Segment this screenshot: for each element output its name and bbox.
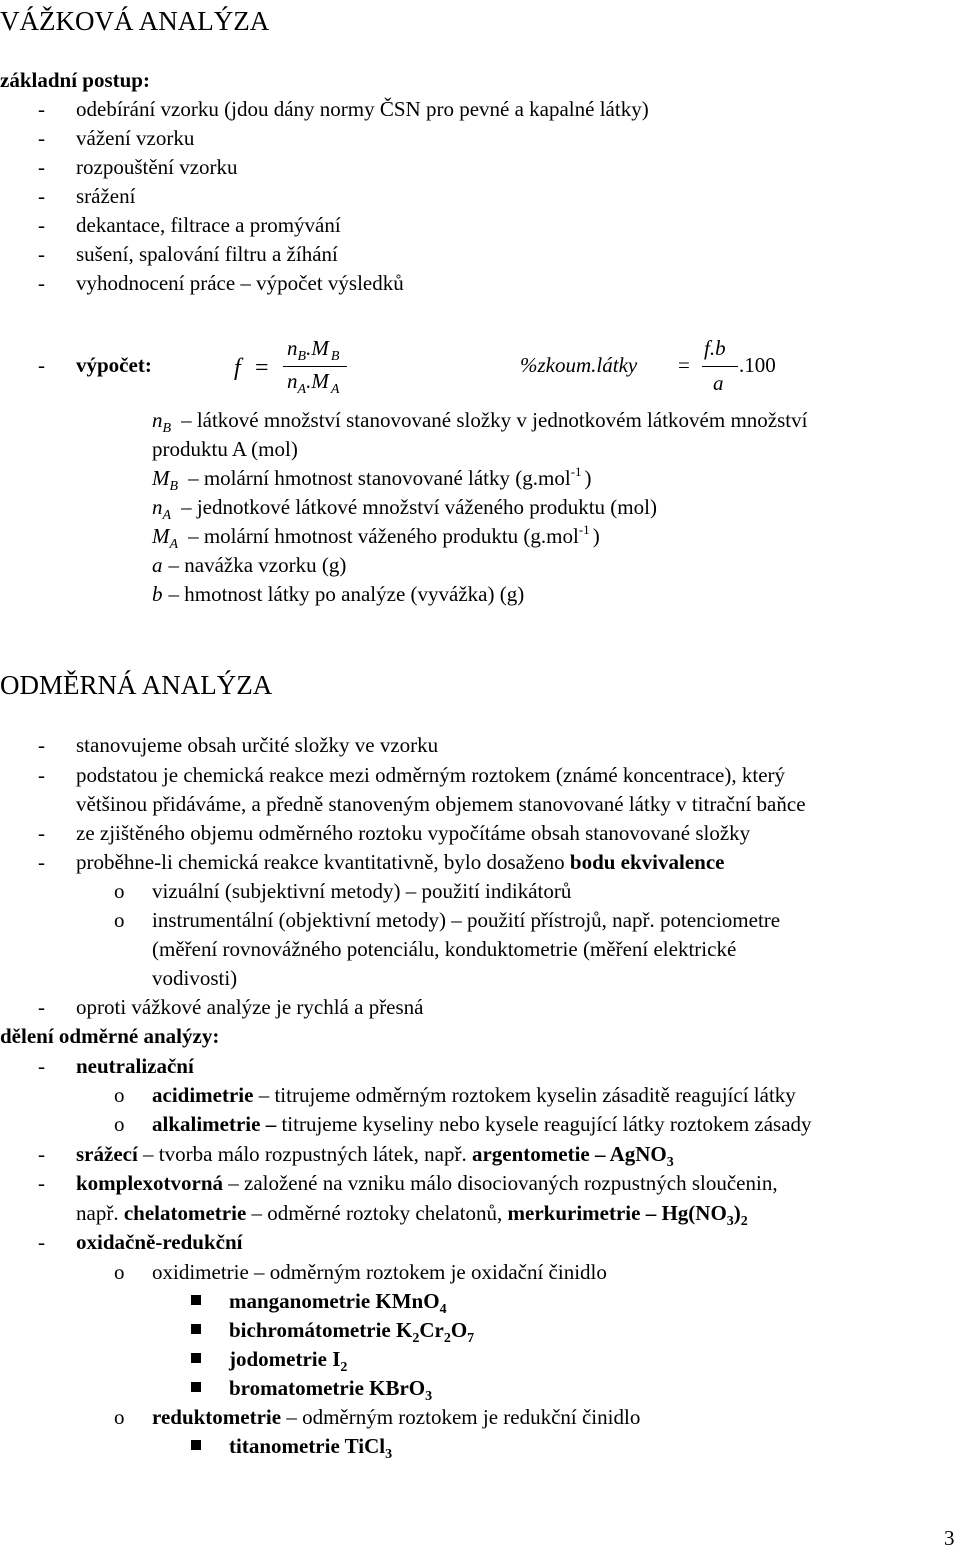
square-bullet-icon bbox=[191, 1353, 201, 1363]
dash-bullet: - bbox=[38, 850, 45, 874]
denominator-nA: $n_A.M$ $_A$ bbox=[287, 369, 340, 397]
formula-equals-2: = bbox=[678, 353, 690, 377]
legend-nA: $n_A$ – jednotkové látkové množství váženého produktu (mol) bbox=[152, 495, 657, 523]
list-item: sušení, spalování filtru a žíhání bbox=[76, 242, 338, 266]
o-bullet: o bbox=[114, 879, 125, 903]
square-bullet-icon bbox=[191, 1324, 201, 1334]
category-complex-cont: např. chelatometrie – odměrné roztoky chelatonů, merkurimetrie – $Hg(NO_3)_2$ bbox=[76, 1201, 748, 1229]
list-item: vážení vzorku bbox=[76, 126, 195, 150]
dash-bullet: - bbox=[38, 155, 45, 179]
method-titanometry: titanometrie TiCl$_3$ bbox=[229, 1434, 393, 1462]
list-subitem: vizuální (subjektivní metody) – použití indikátorů bbox=[152, 879, 572, 903]
dash-bullet: - bbox=[38, 1230, 45, 1254]
method-bromatometry: bromatometrie KBrO$_3$ bbox=[229, 1376, 433, 1404]
dash-bullet: - bbox=[38, 1171, 45, 1195]
formula-f: f bbox=[234, 355, 241, 381]
method-acidimetry: acidimetrie – titrujeme odměrným roztokem kyselin zásaditě reagující látky bbox=[152, 1083, 796, 1107]
dash-bullet: - bbox=[38, 213, 45, 237]
fraction-line bbox=[702, 366, 738, 367]
o-bullet: o bbox=[114, 1405, 125, 1429]
basic-procedure-heading: základní postup: bbox=[0, 68, 150, 92]
method-alkalimetry: alkalimetrie – titrujeme kyseliny nebo kysele reagující látky roztokem zásady bbox=[152, 1112, 812, 1136]
dash-bullet: - bbox=[38, 1054, 45, 1078]
list-item-cont: většinou přidáváme, a předně stanoveným objemem stanovované látky v titrační baňce bbox=[76, 792, 806, 816]
list-item: vyhodnocení práce – výpočet výsledků bbox=[76, 271, 404, 295]
list-item: podstatou je chemická reakce mezi odměrným roztokem (známé koncentrace), který bbox=[76, 763, 786, 787]
dash-bullet: - bbox=[38, 242, 45, 266]
numerator-nB: $n_B.M$ $_B$ bbox=[287, 336, 340, 364]
section-title: ODMĚRNÁ ANALÝZA bbox=[0, 670, 273, 700]
legend-b: b – hmotnost látky po analýze (vyvážka) (g) bbox=[152, 582, 525, 606]
category-complex: komplexotvorná – založené na vzniku málo disociovaných rozpustných sloučenin, bbox=[76, 1171, 778, 1195]
square-bullet-icon bbox=[191, 1382, 201, 1392]
list-item: srážení bbox=[76, 184, 136, 208]
denominator-a: a bbox=[713, 371, 724, 395]
dash-bullet: - bbox=[38, 1142, 45, 1166]
legend-a: a – navážka vzorku (g) bbox=[152, 553, 347, 577]
legend-MB: $M_B$ – molární hmotnost stanovované látky (g.mol$^{-1}$ ) bbox=[152, 464, 592, 494]
method-reductometry: reduktometrie – odměrným roztokem je redukční činidlo bbox=[152, 1405, 641, 1429]
category-neutral: neutralizační bbox=[76, 1054, 194, 1078]
dash-bullet: - bbox=[38, 126, 45, 150]
list-item: odebírání vzorku (jdou dány normy ČSN pro pevné a kapalné látky) bbox=[76, 97, 649, 121]
square-bullet-icon bbox=[191, 1440, 201, 1450]
percent-label: %zkoum.látky bbox=[520, 353, 638, 377]
o-bullet: o bbox=[114, 908, 125, 932]
dash-bullet: - bbox=[38, 97, 45, 121]
list-item: ze zjištěného objemu odměrného roztoku vypočítáme obsah stanovované složky bbox=[76, 821, 751, 845]
dash-bullet: - bbox=[38, 821, 45, 845]
list-subitem-cont: (měření rovnovážného potenciálu, konduktometrie (měření elektrické bbox=[152, 937, 737, 961]
list-item: dekantace, filtrace a promývání bbox=[76, 213, 341, 237]
o-bullet: o bbox=[114, 1112, 125, 1136]
list-item: oproti vážkové analýze je rychlá a přesná bbox=[76, 995, 424, 1019]
list-item: stanovujeme obsah určité složky ve vzorku bbox=[76, 733, 439, 757]
dash-bullet: - bbox=[38, 353, 45, 377]
division-heading: dělení odměrné analýzy: bbox=[0, 1024, 220, 1048]
method-manganometry: manganometrie KMnO$_4$ bbox=[229, 1289, 447, 1317]
category-precipitation: srážecí – tvorba málo rozpustných látek, např. argentometie – AgNO$_3$ bbox=[76, 1142, 674, 1170]
dash-bullet: - bbox=[38, 271, 45, 295]
dash-bullet: - bbox=[38, 184, 45, 208]
numerator-fb: f.b bbox=[704, 336, 726, 360]
page-number: 3 bbox=[944, 1526, 955, 1550]
method-iodometry: jodometrie $I_2$ bbox=[229, 1347, 348, 1375]
method-oxidimetry: oxidimetrie – odměrným roztokem je oxidační činidlo bbox=[152, 1260, 607, 1284]
page-title: VÁŽKOVÁ ANALÝZA bbox=[0, 6, 270, 36]
list-item: rozpouštění vzorku bbox=[76, 155, 238, 179]
list-subitem-cont: vodivosti) bbox=[152, 966, 238, 990]
category-redox: oxidačně-redukční bbox=[76, 1230, 243, 1254]
fraction-line bbox=[283, 366, 347, 367]
legend-nB-cont: produktu A (mol) bbox=[152, 437, 298, 461]
times-100: .100 bbox=[739, 353, 776, 377]
list-subitem: instrumentální (objektivní metody) – použití přístrojů, např. potenciometre bbox=[152, 908, 781, 932]
o-bullet: o bbox=[114, 1260, 125, 1284]
formula-equals: = bbox=[255, 355, 269, 381]
method-bichromatometry: bichromátometrie $K_2Cr_2O_7$ bbox=[229, 1318, 475, 1346]
square-bullet-icon bbox=[191, 1295, 201, 1305]
legend-MA: $M_A$ – molární hmotnost váženého produktu (g.mol$^{-1}$ ) bbox=[152, 522, 600, 552]
legend-nB: $n_B$ – látkové množství stanovované složky v jednotkovém látkovém množství bbox=[152, 408, 808, 436]
calculation-label: výpočet: bbox=[76, 353, 152, 377]
dash-bullet: - bbox=[38, 995, 45, 1019]
dash-bullet: - bbox=[38, 733, 45, 757]
dash-bullet: - bbox=[38, 763, 45, 787]
o-bullet: o bbox=[114, 1083, 125, 1107]
list-item: proběhne-li chemická reakce kvantitativně, bylo dosaženo bodu ekvivalence bbox=[76, 850, 725, 874]
